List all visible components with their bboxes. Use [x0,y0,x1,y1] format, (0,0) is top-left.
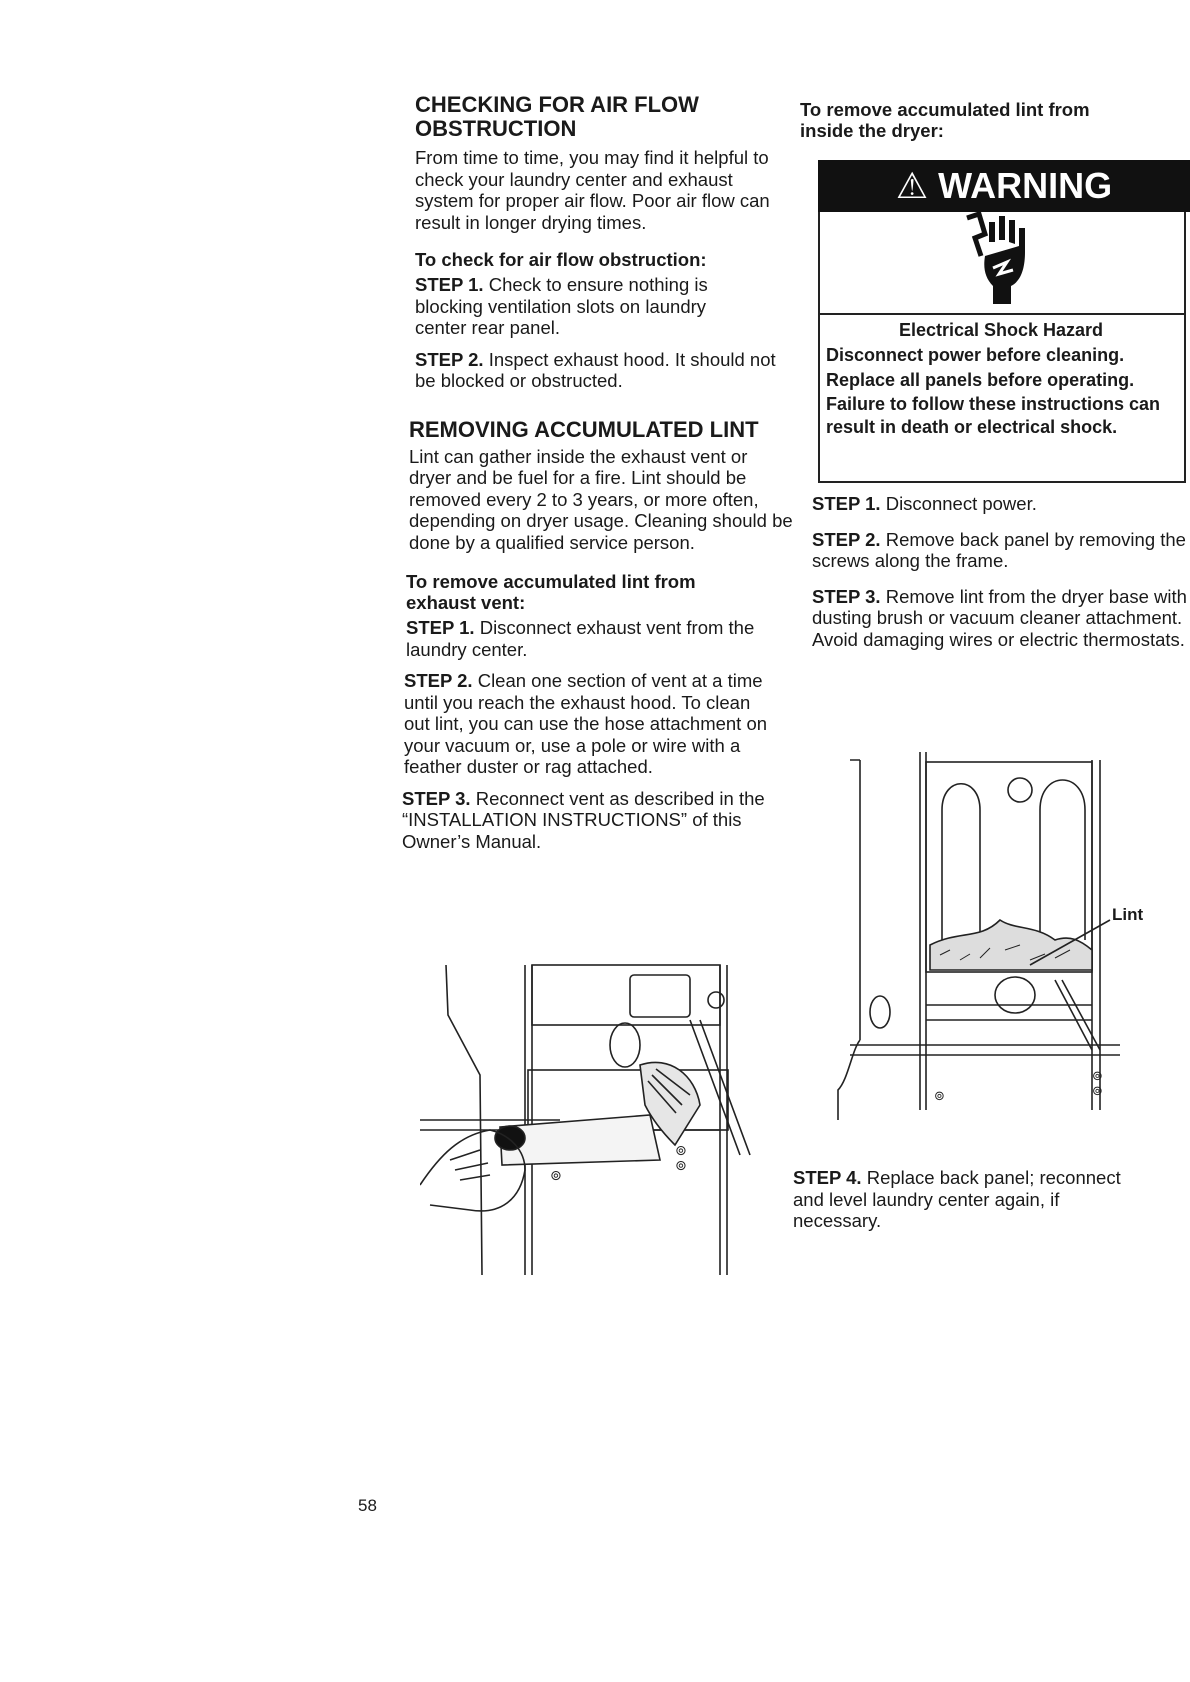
side-bolt [870,996,890,1028]
control-box [630,975,690,1017]
left-column [402,92,800,862]
step-text: Check to ensure nothing is blocking ventilation slots on laundry center rear panel. [415,274,708,338]
step-text: Disconnect power. [885,493,1037,514]
dryer-step-2 [812,529,1190,572]
vent-step-3 [402,788,782,853]
screw-marker: ⊚ [550,1168,562,1184]
vent-outlet [708,992,724,1008]
diagonal-brace [1055,980,1100,1050]
hand-shadow [495,1126,525,1150]
dryer-steps [812,493,1190,650]
dryer-subhead: To remove accumulated lint from inside the dryer: [800,99,1090,141]
step-label: STEP 4. [793,1167,862,1188]
lint-label: Lint [1112,905,1144,924]
dryer-step-4 [793,1167,1123,1232]
step-text: Disconnect exhaust vent from the laundry center. [406,617,755,660]
exhaust-duct [995,977,1035,1013]
air-flow-intro: From time to time, you may find it helpful to check your laundry center and exhaust system for proper air flow. Poor air flow can result in longer drying times. [415,147,770,233]
step-text: Remove lint from the dryer base with dusting brush or vacuum cleaner attachment. Avoid damaging wires or electric thermostats. [812,585,1187,650]
top-panel [532,965,720,1025]
step-text: Remove back panel by removing the screws along the frame. [812,528,1186,571]
step-text: Replace back panel; reconnect and level laundry center again, if necessary. [793,1167,1121,1231]
warning-text [826,318,1176,439]
heater-coil-right [1040,780,1085,940]
vent-step-1 [406,617,766,660]
step-label: STEP 2. [812,528,881,550]
screw-marker: ⊚ [675,1143,687,1159]
hazard-line-3: Failure to follow these instructions can result in death or electrical shock. [826,394,1161,437]
step-text: Reconnect vent as described in the “INSTALLATION INSTRUCTIONS” of this Owner’s Manual. [402,787,765,852]
air-flow-step-1 [415,274,745,339]
air-flow-step-2 [415,349,785,392]
right-column [800,99,1188,141]
exhaust-vent-diagram [420,955,760,1275]
shock-hand-icon [963,212,1039,308]
exhaust-collar [610,1023,640,1067]
warning-banner: ⚠ WARNING [818,160,1190,212]
step-label: STEP 3. [402,787,471,809]
drum-sensor [1008,778,1032,802]
dryer-step-1 [812,493,1190,515]
screw-marker: ⊚ [675,1158,687,1174]
step-text: Inspect exhaust hood. It should not be blocked or obstructed. [415,348,776,391]
exhaust-vent-subhead: To remove accumulated lint from exhaust vent: [406,571,696,613]
screw-marker: ⊚ [1092,1084,1103,1099]
warning-divider [818,313,1186,315]
section-title-air-flow: CHECKING FOR AIR FLOW OBSTRUCTION [415,92,699,141]
step-label: STEP 2. [404,670,473,691]
step-label: STEP 3. [812,585,881,607]
screw-marker: ⊚ [1092,1069,1103,1084]
vent-step-2 [404,670,774,778]
step-label: STEP 1. [415,274,484,295]
dryer-lint-diagram [830,750,1130,1130]
air-flow-subhead: To check for air flow obstruction: [415,249,707,270]
hazard-line-1: Disconnect power before cleaning. [826,345,1125,365]
step-label: STEP 1. [812,493,881,514]
step-label: STEP 1. [406,617,475,638]
screw-marker: ⊚ [934,1089,945,1104]
hazard-line-2: Replace all panels before operating. [826,370,1135,390]
step-label: STEP 2. [415,348,484,370]
removing-lint-intro: Lint can gather inside the exhaust vent or dryer and be fuel for a fire. Lint should be removed every 2 to 3 years, or more often, depending on dryer usage. Cleaning should be done by a qualified service person. [409,445,793,553]
hazard-title: Electrical Shock Hazard [898,320,1104,340]
page-number: 58 [358,1496,377,1515]
dryer-step-3 [812,586,1190,651]
hand-fingers [450,1150,490,1180]
lint-pile [930,920,1092,970]
heater-coil-left [942,784,980,940]
section-title-removing-lint: REMOVING ACCUMULATED LINT [409,416,759,442]
step-text: Clean one section of vent at a time until you reach the exhaust hood. To clean out lint, you can use the hose attachment on your vacuum or, use a pole or wire with a feather duster or rag attached. [404,670,768,777]
